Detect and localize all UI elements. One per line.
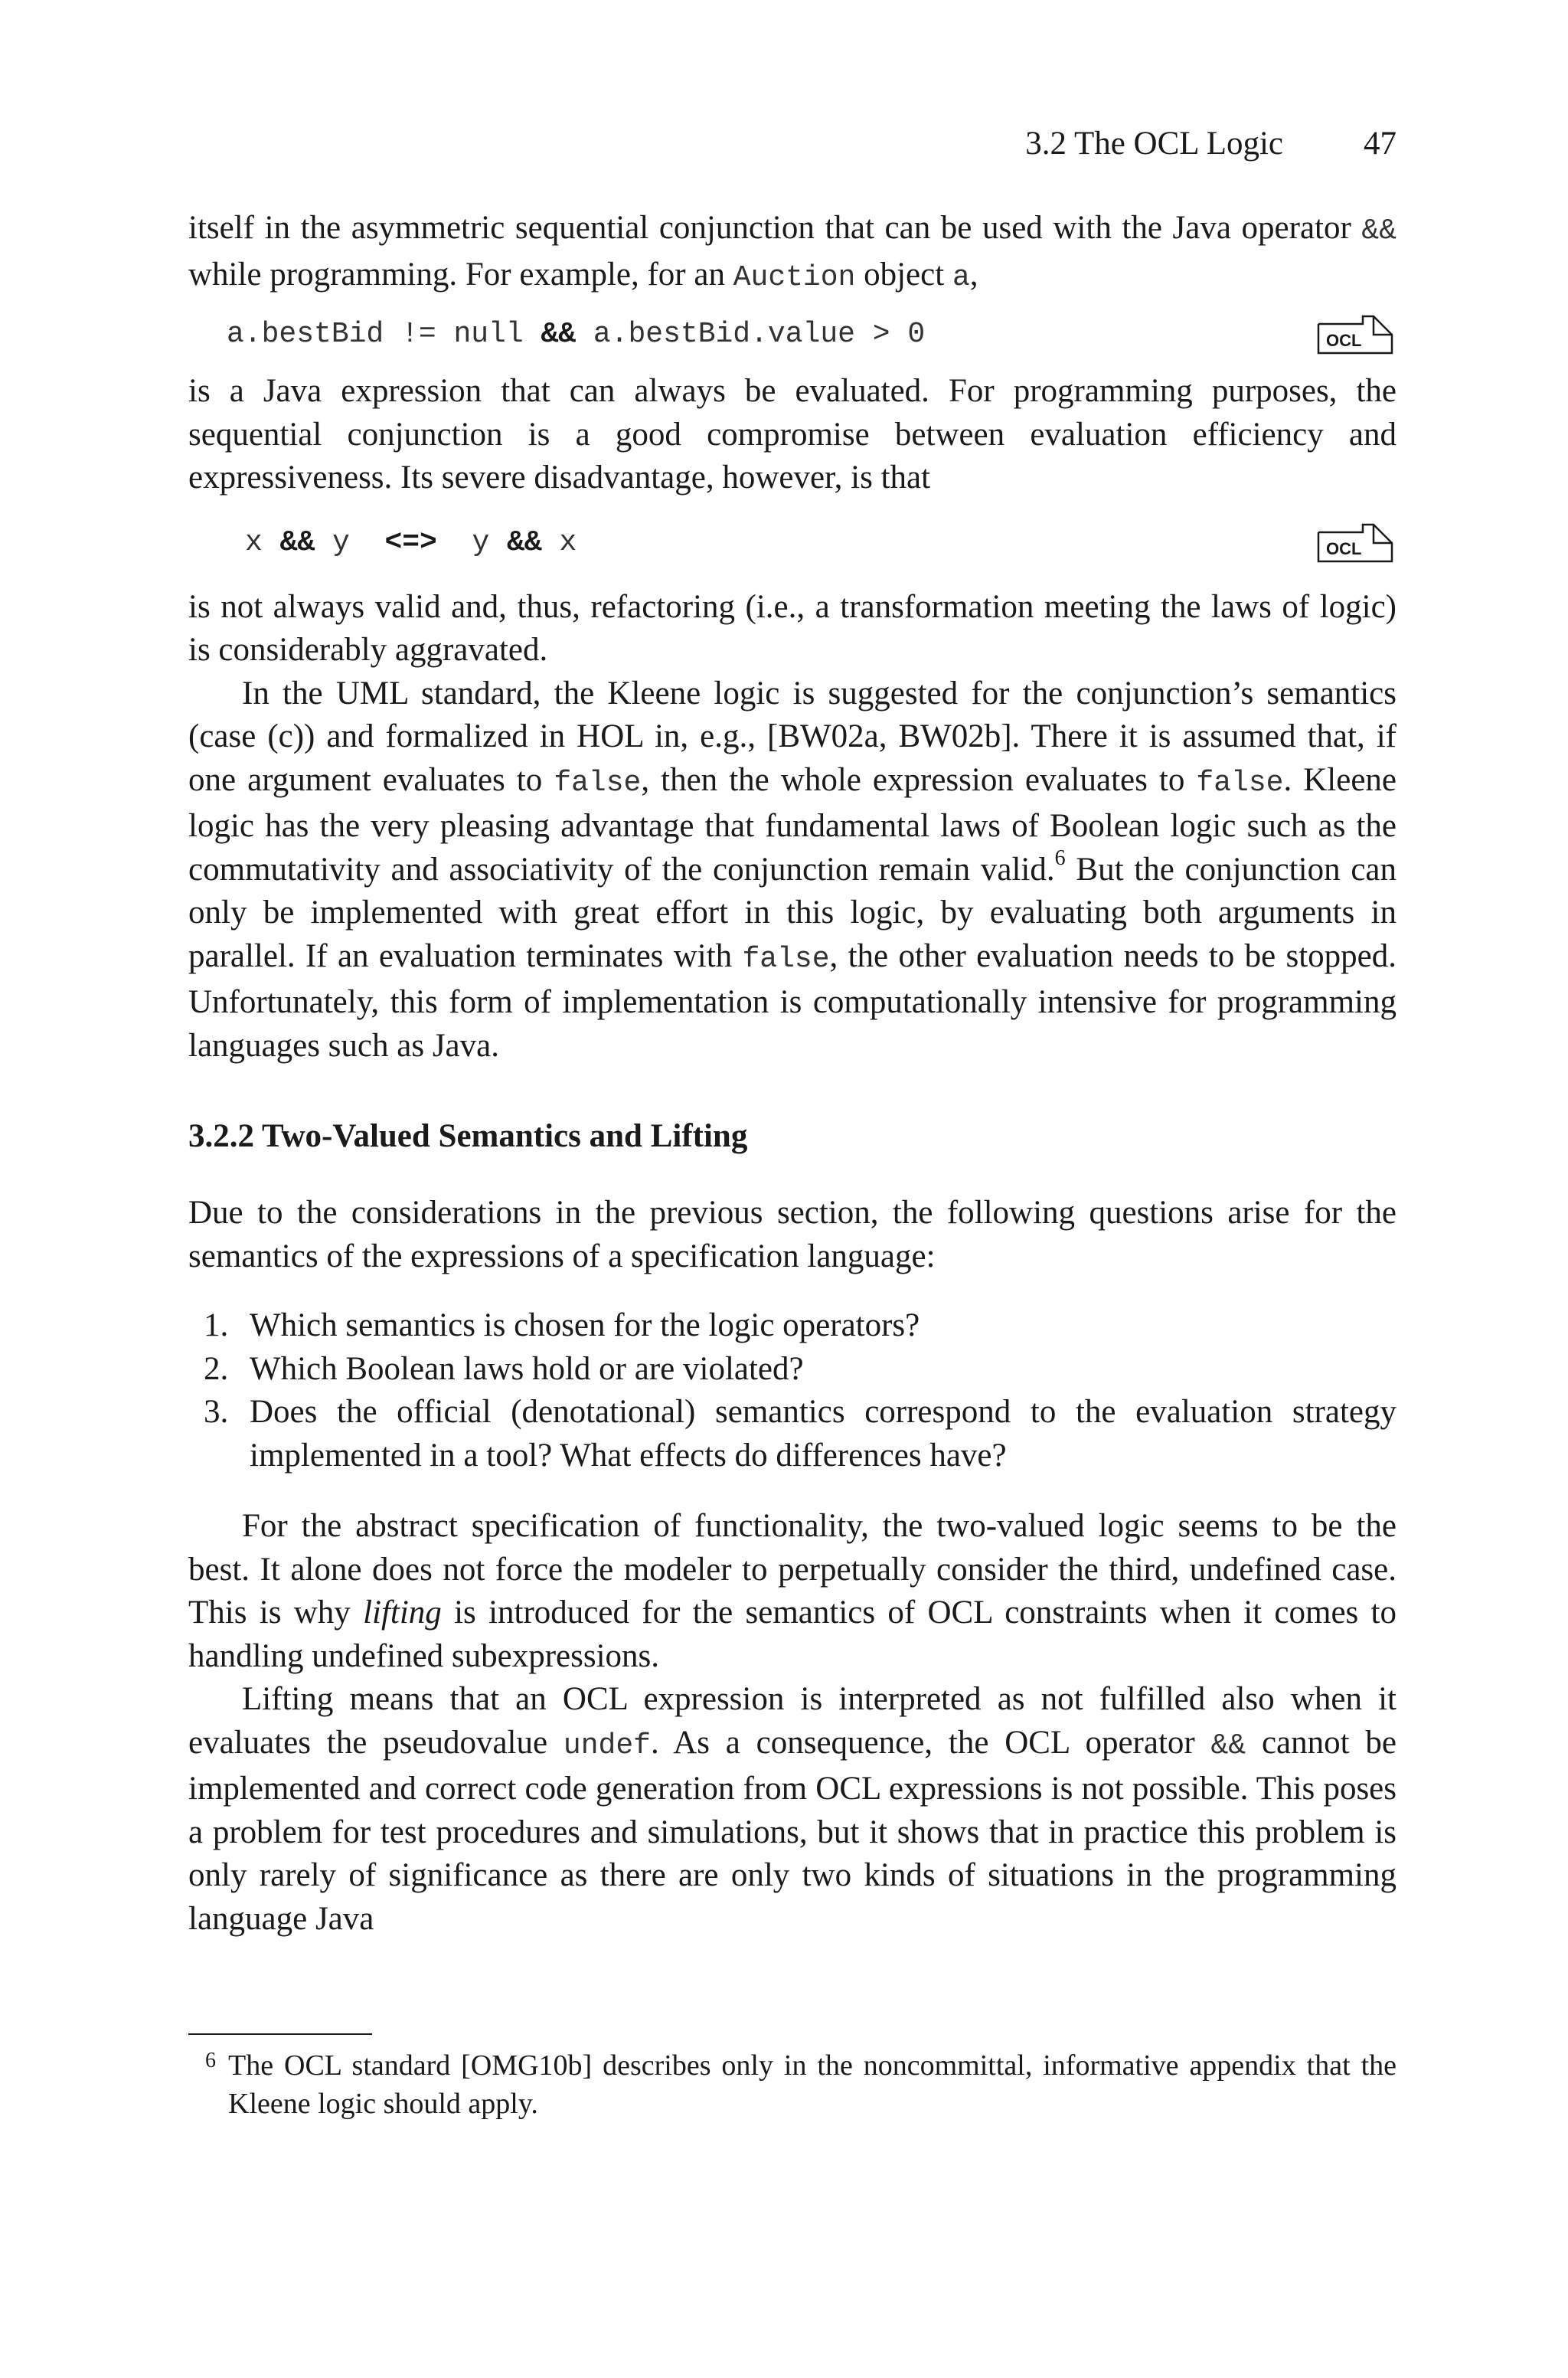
inline-code: undef [563, 1729, 651, 1762]
paragraph-2: is a Java expression that can always be evaluated. For programming purposes, the sequential conjunction is a good compromise between evaluation efficiency and expressiveness. Its severe disadvantage, however, is that [188, 373, 1396, 496]
footnote-ref: 6 [1054, 846, 1066, 871]
running-head-section-title: 3.2 The OCL Logic [1025, 126, 1283, 162]
main-text [188, 207, 1396, 1941]
paragraph-5: For the abstract specification of functionality, the two-valued logic seems to be the best. It alone does not force the modeler to perpetually consider the third, undefined case. This is why lifting is introduced for the semantics of OCL constraints when it comes to handling undefined subexpressions. [188, 1508, 1397, 1674]
running-head [188, 123, 1396, 165]
code-example-2 [188, 522, 1396, 564]
section-heading: 3.2.2 Two-Valued Semantics and Lifting [188, 1118, 748, 1154]
svg-text:OCL: OCL [1326, 331, 1362, 350]
footnote-divider [188, 2033, 372, 2035]
paragraph-3: is not always valid and, thus, refactoring (i.e., a transformation meeting the laws of logic) is considerably aggravated. [188, 588, 1396, 668]
inline-code: && [1361, 214, 1396, 247]
ocl-badge-icon [1317, 313, 1393, 355]
inline-code: && [1210, 1729, 1246, 1762]
footnote-mark: 6 [205, 2049, 216, 2072]
code-line: x && y <=> y && x [245, 525, 577, 559]
inline-code: a [952, 260, 970, 294]
inline-code: false [1196, 766, 1284, 800]
paragraph-1: itself in the asymmetric sequential conjunction that can be used with the Java operator && while programming. For example, for an Auction object a, [188, 210, 1396, 294]
question-list [188, 1304, 1396, 1477]
footnote-text: The OCL standard [OMG10b] describes only in the noncommittal, informative appendix that the Kleene logic should apply. [228, 2049, 1396, 2120]
section-intro: Due to the considerations in the previous section, the following questions arise for the semantics of the expressions of a specification language: [188, 1195, 1396, 1274]
paragraph-4: In the UML standard, the Kleene logic is suggested for the conjunction’s semantics (case (c)) and formalized in HOL in, e.g., [BW02a, BW02b]. There it is assumed that, if one argument evaluates to false, then the whole expression evaluates to false. Kleene logic has the very pleasing advantage that fundamental laws of Boolean logic such as the commutativity and associativity of the conjunction remain valid.$^6$ But the conjunction can only be implemented with great effort in this logic, by evaluating both arguments in parallel. If an evaluation terminates with false, the other evaluation needs to be stopped. Unfortunately, this form of implementation is computationally intensive for programming languages such as Java. [188, 675, 1397, 1064]
code-example-1 [188, 313, 1396, 356]
inline-code: false [742, 942, 830, 976]
list-item: 3. Does the official (denotational) semantics correspond to the evaluation strategy implemented in a tool? What effects do differences have? [204, 1394, 1396, 1474]
list-item: 1. Which semantics is chosen for the logic operators? [204, 1307, 920, 1343]
inline-code: false [554, 766, 642, 800]
emphasis: lifting [363, 1595, 442, 1631]
page-number: 47 [1364, 126, 1396, 162]
svg-text:OCL: OCL [1326, 538, 1362, 558]
footnote [188, 2046, 1396, 2123]
ocl-badge-icon [1317, 522, 1393, 563]
list-item: 2. Which Boolean laws hold or are violated? [204, 1350, 804, 1387]
paragraph-6: Lifting means that an OCL expression is interpreted as not fulfilled also when it evaluates the pseudovalue undef. As a consequence, the OCL operator && cannot be implemented and correct code generation from OCL expressions is not possible. This poses a problem for test procedures and simulations, but it shows that in practice this problem is only rarely of significance as there are only two kinds of situations in the programming language Java [188, 1681, 1396, 1937]
inline-code: Auction [733, 260, 856, 294]
section-heading-wrap [188, 1115, 1396, 1158]
code-line: a.bestBid != null && a.bestBid.value > 0 [227, 318, 926, 351]
